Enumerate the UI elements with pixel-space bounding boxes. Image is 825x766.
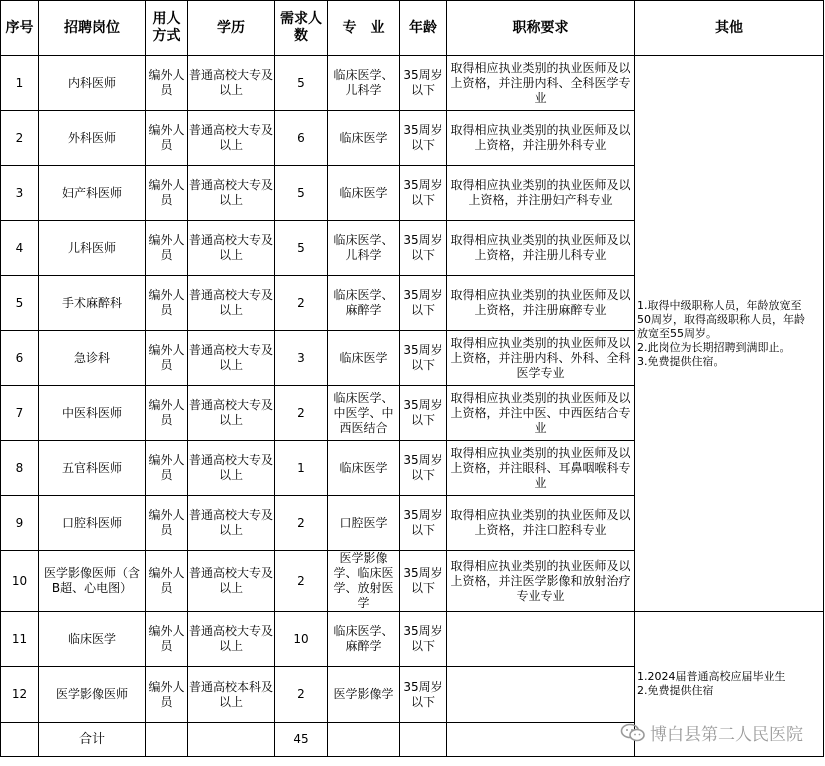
other-line: 2.此岗位为长期招聘到满即止。 xyxy=(637,340,791,354)
cell-seq: 1 xyxy=(1,56,39,111)
cell-major: 临床医学 xyxy=(328,441,400,496)
cell-seq: 10 xyxy=(1,551,39,612)
total-empty xyxy=(328,723,400,757)
cell-count: 5 xyxy=(275,221,328,276)
other-line: 50周岁，取得高级职称人员，年龄 xyxy=(637,312,805,326)
watermark-text: 博白县第二人民医院 xyxy=(650,725,803,745)
cell-seq: 4 xyxy=(1,221,39,276)
cell-employment: 编外人员 xyxy=(146,221,188,276)
cell-title-req xyxy=(447,111,635,166)
cell-count: 5 xyxy=(275,166,328,221)
cell-employment: 编外人员 xyxy=(146,612,188,667)
header-other: 其他 xyxy=(635,1,824,56)
cell-major: 临床医学、儿科学 xyxy=(328,221,400,276)
header-position: 招聘岗位 xyxy=(39,1,146,56)
cell-seq: 6 xyxy=(1,331,39,386)
cell-position: 五官科医师 xyxy=(39,441,146,496)
title-req-line: 上资格，并注医学影像和放射治疗 xyxy=(450,573,631,588)
cell-education: 普通高校大专及以上 xyxy=(188,276,275,331)
cell-position: 妇产科医师 xyxy=(39,166,146,221)
total-empty xyxy=(447,723,635,757)
cell-seq: 7 xyxy=(1,386,39,441)
cell-count: 6 xyxy=(275,111,328,166)
title-req-line: 取得相应执业类别的执业医师及以 xyxy=(450,390,631,405)
cell-age: 35周岁以下 xyxy=(400,441,447,496)
cell-employment: 编外人员 xyxy=(146,386,188,441)
cell-position: 儿科医师 xyxy=(39,221,146,276)
other-line: 3.免费提供住宿。 xyxy=(637,354,725,368)
title-req-line: 业 xyxy=(534,90,547,105)
cell-education: 普通高校大专及以上 xyxy=(188,331,275,386)
title-req-line: 上资格，并注中医、中西医结合专 xyxy=(450,405,631,420)
cell-major: 临床医学 xyxy=(328,331,400,386)
cell-employment: 编外人员 xyxy=(146,276,188,331)
total-empty xyxy=(146,723,188,757)
cell-education: 普通高校大专及以上 xyxy=(188,111,275,166)
cell-count: 5 xyxy=(275,56,328,111)
header-age: 年龄 xyxy=(400,1,447,56)
cell-age: 35周岁以下 xyxy=(400,331,447,386)
cell-age: 35周岁以下 xyxy=(400,221,447,276)
cell-count: 2 xyxy=(275,276,328,331)
other-line: 2.免费提供住宿 xyxy=(637,684,714,697)
cell-seq: 12 xyxy=(1,667,39,723)
cell-title-req xyxy=(447,276,635,331)
cell-employment: 编外人员 xyxy=(146,331,188,386)
table-body xyxy=(1,56,824,757)
cell-education: 普通高校大专及以上 xyxy=(188,166,275,221)
header-employment: 用人方式 xyxy=(146,1,188,56)
cell-position: 手术麻醉科 xyxy=(39,276,146,331)
cell-education: 普通高校本科及以上 xyxy=(188,667,275,723)
other-line: 放宽至55周岁。 xyxy=(637,326,717,340)
title-req-line: 业 xyxy=(534,420,547,435)
cell-count: 1 xyxy=(275,441,328,496)
cell-education: 普通高校大专及以上 xyxy=(188,612,275,667)
table-row xyxy=(1,56,824,111)
cell-seq: 3 xyxy=(1,166,39,221)
cell-title-req xyxy=(447,612,635,667)
cell-education: 普通高校大专及以上 xyxy=(188,221,275,276)
cell-employment: 编外人员 xyxy=(146,667,188,723)
cell-major: 临床医学、中医学、中西医结合 xyxy=(328,386,400,441)
total-empty xyxy=(188,723,275,757)
title-req-line: 取得相应执业类别的执业医师及以 xyxy=(450,445,631,460)
header-row xyxy=(1,1,824,56)
total-count: 45 xyxy=(275,723,328,757)
cell-age: 35周岁以下 xyxy=(400,56,447,111)
title-req-line: 上资格，并注册外科专业 xyxy=(474,138,607,152)
title-req-line: 取得相应执业类别的执业医师及以 xyxy=(450,558,631,573)
cell-major: 临床医学、麻醉学 xyxy=(328,612,400,667)
cell-position: 内科医师 xyxy=(39,56,146,111)
cell-position: 急诊科 xyxy=(39,331,146,386)
cell-education: 普通高校大专及以上 xyxy=(188,551,275,612)
cell-position: 中医科医师 xyxy=(39,386,146,441)
title-req-line: 业 xyxy=(534,475,547,490)
cell-count: 10 xyxy=(275,612,328,667)
cell-seq: 8 xyxy=(1,441,39,496)
cell-position: 口腔科医师 xyxy=(39,496,146,551)
title-req-line: 医学专业 xyxy=(516,365,565,380)
title-req-line: 上资格，并注眼科、耳鼻咽喉科专 xyxy=(450,460,631,475)
title-req-line: 上资格，并注口腔科专业 xyxy=(474,523,607,537)
cell-age: 35周岁以下 xyxy=(400,111,447,166)
cell-title-req xyxy=(447,551,635,612)
header-education: 学历 xyxy=(188,1,275,56)
cell-count: 2 xyxy=(275,551,328,612)
title-req-line: 取得相应执业类别的执业医师及以 xyxy=(450,123,631,137)
cell-title-req xyxy=(447,56,635,111)
cell-title-req xyxy=(447,166,635,221)
cell-age: 35周岁以下 xyxy=(400,612,447,667)
cell-seq: 5 xyxy=(1,276,39,331)
cell-education: 普通高校大专及以上 xyxy=(188,386,275,441)
cell-major: 医学影像学、临床医学、放射医学 xyxy=(328,551,400,612)
cell-title-req xyxy=(447,221,635,276)
cell-seq: 11 xyxy=(1,612,39,667)
cell-employment: 编外人员 xyxy=(146,111,188,166)
cell-age: 35周岁以下 xyxy=(400,667,447,723)
total-empty xyxy=(400,723,447,757)
cell-other xyxy=(635,56,824,612)
cell-major: 临床医学、儿科学 xyxy=(328,56,400,111)
cell-major: 临床医学 xyxy=(328,166,400,221)
cell-age: 35周岁以下 xyxy=(400,166,447,221)
cell-major: 临床医学 xyxy=(328,111,400,166)
total-label: 合计 xyxy=(39,723,146,757)
header-count: 需求人数 xyxy=(275,1,328,56)
cell-seq: 2 xyxy=(1,111,39,166)
header-seq: 序号 xyxy=(1,1,39,56)
title-req-line: 取得相应执业类别的执业医师及以 xyxy=(450,60,631,75)
title-req-line: 上资格，并注册麻醉专业 xyxy=(474,303,607,317)
header-major: 专 业 xyxy=(328,1,400,56)
title-req-line: 取得相应执业类别的执业医师及以 xyxy=(450,335,631,350)
title-req-line: 取得相应执业类别的执业医师及以 xyxy=(450,178,631,192)
cell-age: 35周岁以下 xyxy=(400,386,447,441)
cell-count: 2 xyxy=(275,386,328,441)
cell-age: 35周岁以下 xyxy=(400,551,447,612)
cell-employment: 编外人员 xyxy=(146,496,188,551)
title-req-line: 上资格，并注册妇产科专业 xyxy=(468,193,613,207)
cell-education: 普通高校大专及以上 xyxy=(188,496,275,551)
cell-age: 35周岁以下 xyxy=(400,496,447,551)
cell-position: 医学影像医师（含B超、心电图） xyxy=(39,551,146,612)
cell-education: 普通高校大专及以上 xyxy=(188,441,275,496)
cell-count: 2 xyxy=(275,667,328,723)
watermark xyxy=(620,720,803,745)
cell-age: 35周岁以下 xyxy=(400,276,447,331)
title-req-line: 取得相应执业类别的执业医师及以 xyxy=(450,508,631,522)
cell-title-req xyxy=(447,386,635,441)
title-req-line: 取得相应执业类别的执业医师及以 xyxy=(450,288,631,302)
total-seq-empty xyxy=(1,723,39,757)
cell-count: 3 xyxy=(275,331,328,386)
cell-education: 普通高校大专及以上 xyxy=(188,56,275,111)
cell-title-req xyxy=(447,331,635,386)
title-req-line: 上资格，并注册内科、外科、全科 xyxy=(450,350,631,365)
title-req-line: 专业专业 xyxy=(516,588,565,603)
other-line: 1.2024届普通高校应届毕业生 xyxy=(637,670,786,683)
cell-count: 2 xyxy=(275,496,328,551)
cell-employment: 编外人员 xyxy=(146,551,188,612)
cell-employment: 编外人员 xyxy=(146,56,188,111)
cell-title-req xyxy=(447,441,635,496)
title-req-line: 上资格，并注册儿科专业 xyxy=(474,248,607,262)
cell-position: 医学影像医师 xyxy=(39,667,146,723)
cell-major: 口腔医学 xyxy=(328,496,400,551)
cell-major: 临床医学、麻醉学 xyxy=(328,276,400,331)
cell-employment: 编外人员 xyxy=(146,166,188,221)
title-req-line: 上资格，并注册内科、全科医学专 xyxy=(450,75,631,90)
cell-seq: 9 xyxy=(1,496,39,551)
title-req-line: 取得相应执业类别的执业医师及以 xyxy=(450,233,631,247)
cell-position: 临床医学 xyxy=(39,612,146,667)
header-title-req: 职称要求 xyxy=(447,1,635,56)
cell-position: 外科医师 xyxy=(39,111,146,166)
cell-major: 医学影像学 xyxy=(328,667,400,723)
other-line: 1.取得中级职称人员，年龄放宽至 xyxy=(637,298,802,312)
cell-title-req xyxy=(447,667,635,723)
wechat-icon xyxy=(620,723,646,743)
cell-title-req xyxy=(447,496,635,551)
cell-employment: 编外人员 xyxy=(146,441,188,496)
table-row xyxy=(1,612,824,667)
